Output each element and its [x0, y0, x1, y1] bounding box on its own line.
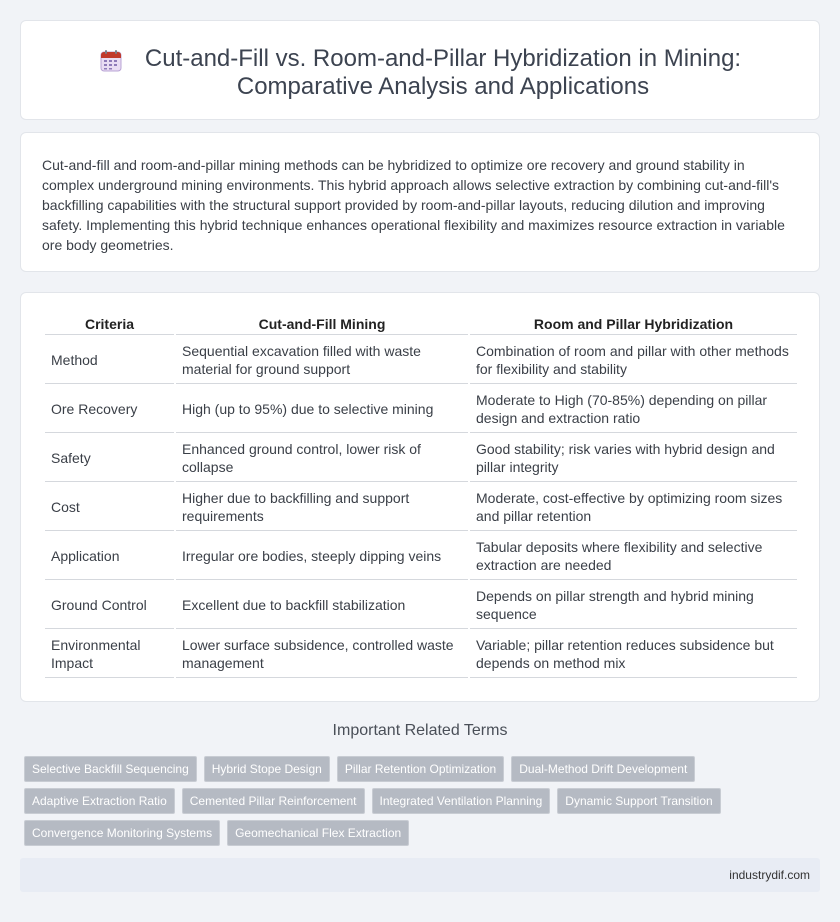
- row-criteria: Ground Control: [45, 582, 174, 629]
- row-criteria: Method: [45, 337, 174, 384]
- page-title: [145, 45, 741, 101]
- table-row: [45, 533, 797, 580]
- row-room-and-pillar: Moderate, cost-effective by optimizing room sizes and pillar retention: [470, 484, 797, 531]
- comparison-table-card: [20, 292, 820, 702]
- term-tag[interactable]: Adaptive Extraction Ratio: [24, 788, 175, 814]
- row-cut-and-fill: High (up to 95%) due to selective mining: [176, 386, 468, 433]
- header-card: [20, 20, 820, 120]
- footer: [20, 858, 820, 892]
- term-tag[interactable]: Dynamic Support Transition: [557, 788, 720, 814]
- row-criteria: Safety: [45, 435, 174, 482]
- term-tag[interactable]: Pillar Retention Optimization: [337, 756, 504, 782]
- row-cut-and-fill: Excellent due to backfill stabilization: [176, 582, 468, 629]
- table-row: [45, 435, 797, 482]
- related-terms-title: Important Related Terms: [332, 722, 508, 739]
- term-row: [24, 756, 824, 782]
- footer-site-link[interactable]: industrydif.com: [729, 868, 810, 882]
- header-room-and-pillar: Room and Pillar Hybridization: [470, 313, 797, 335]
- header-cut-and-fill: Cut-and-Fill Mining: [176, 313, 468, 335]
- table-header-row: [45, 313, 797, 335]
- comparison-table: [43, 311, 799, 680]
- row-cut-and-fill: Irregular ore bodies, steeply dipping veins: [176, 533, 468, 580]
- page-title-line2: Comparative Analysis and Applications: [236, 73, 650, 100]
- row-criteria: Environmental Impact: [45, 631, 174, 678]
- page-title-line1: Cut-and-Fill vs. Room-and-Pillar Hybridization in Mining:: [144, 45, 742, 72]
- row-room-and-pillar: Tabular deposits where flexibility and selective extraction are needed: [470, 533, 797, 580]
- row-room-and-pillar: Moderate to High (70-85%) depending on pillar design and extraction ratio: [470, 386, 797, 433]
- term-tag[interactable]: Integrated Ventilation Planning: [372, 788, 551, 814]
- term-tag[interactable]: Selective Backfill Sequencing: [24, 756, 197, 782]
- row-room-and-pillar: Good stability; risk varies with hybrid design and pillar integrity: [470, 435, 797, 482]
- header-criteria: Criteria: [45, 313, 174, 335]
- term-tag[interactable]: Geomechanical Flex Extraction: [227, 820, 409, 846]
- calendar-icon: [99, 49, 123, 73]
- row-cut-and-fill: Higher due to backfilling and support requirements: [176, 484, 468, 531]
- table-row: [45, 337, 797, 384]
- row-room-and-pillar: Variable; pillar retention reduces subsidence but depends on method mix: [470, 631, 797, 678]
- row-criteria: Ore Recovery: [45, 386, 174, 433]
- intro-card: [20, 132, 820, 272]
- term-row: [24, 820, 824, 846]
- term-tag[interactable]: Hybrid Stope Design: [204, 756, 330, 782]
- table-row: [45, 631, 797, 678]
- term-row: [24, 788, 824, 814]
- term-tag[interactable]: Convergence Monitoring Systems: [24, 820, 220, 846]
- row-criteria: Application: [45, 533, 174, 580]
- row-room-and-pillar: Combination of room and pillar with other methods for flexibility and stability: [470, 337, 797, 384]
- table-row: [45, 582, 797, 629]
- table-row: [45, 386, 797, 433]
- row-room-and-pillar: Depends on pillar strength and hybrid mining sequence: [470, 582, 797, 629]
- row-cut-and-fill: Enhanced ground control, lower risk of collapse: [176, 435, 468, 482]
- related-terms: [24, 756, 824, 852]
- table-row: [45, 484, 797, 531]
- term-tag[interactable]: Cemented Pillar Reinforcement: [182, 788, 365, 814]
- row-cut-and-fill: Sequential excavation filled with waste material for ground support: [176, 337, 468, 384]
- term-tag[interactable]: Dual-Method Drift Development: [511, 756, 695, 782]
- intro-text: Cut-and-fill and room-and-pillar mining methods can be hybridized to optimize ore recovery and ground stability in complex underground mining environments. This hybrid approach allows selective extraction by combining cut-and-fill's backfilling capabilities with the structural support provided by room-and-pillar layouts, reducing dilution and improving safety. Implementing this hybrid technique enhances operational flexibility and maximizes resource extraction in variable ore body geometries.: [42, 157, 785, 253]
- row-criteria: Cost: [45, 484, 174, 531]
- row-cut-and-fill: Lower surface subsidence, controlled waste management: [176, 631, 468, 678]
